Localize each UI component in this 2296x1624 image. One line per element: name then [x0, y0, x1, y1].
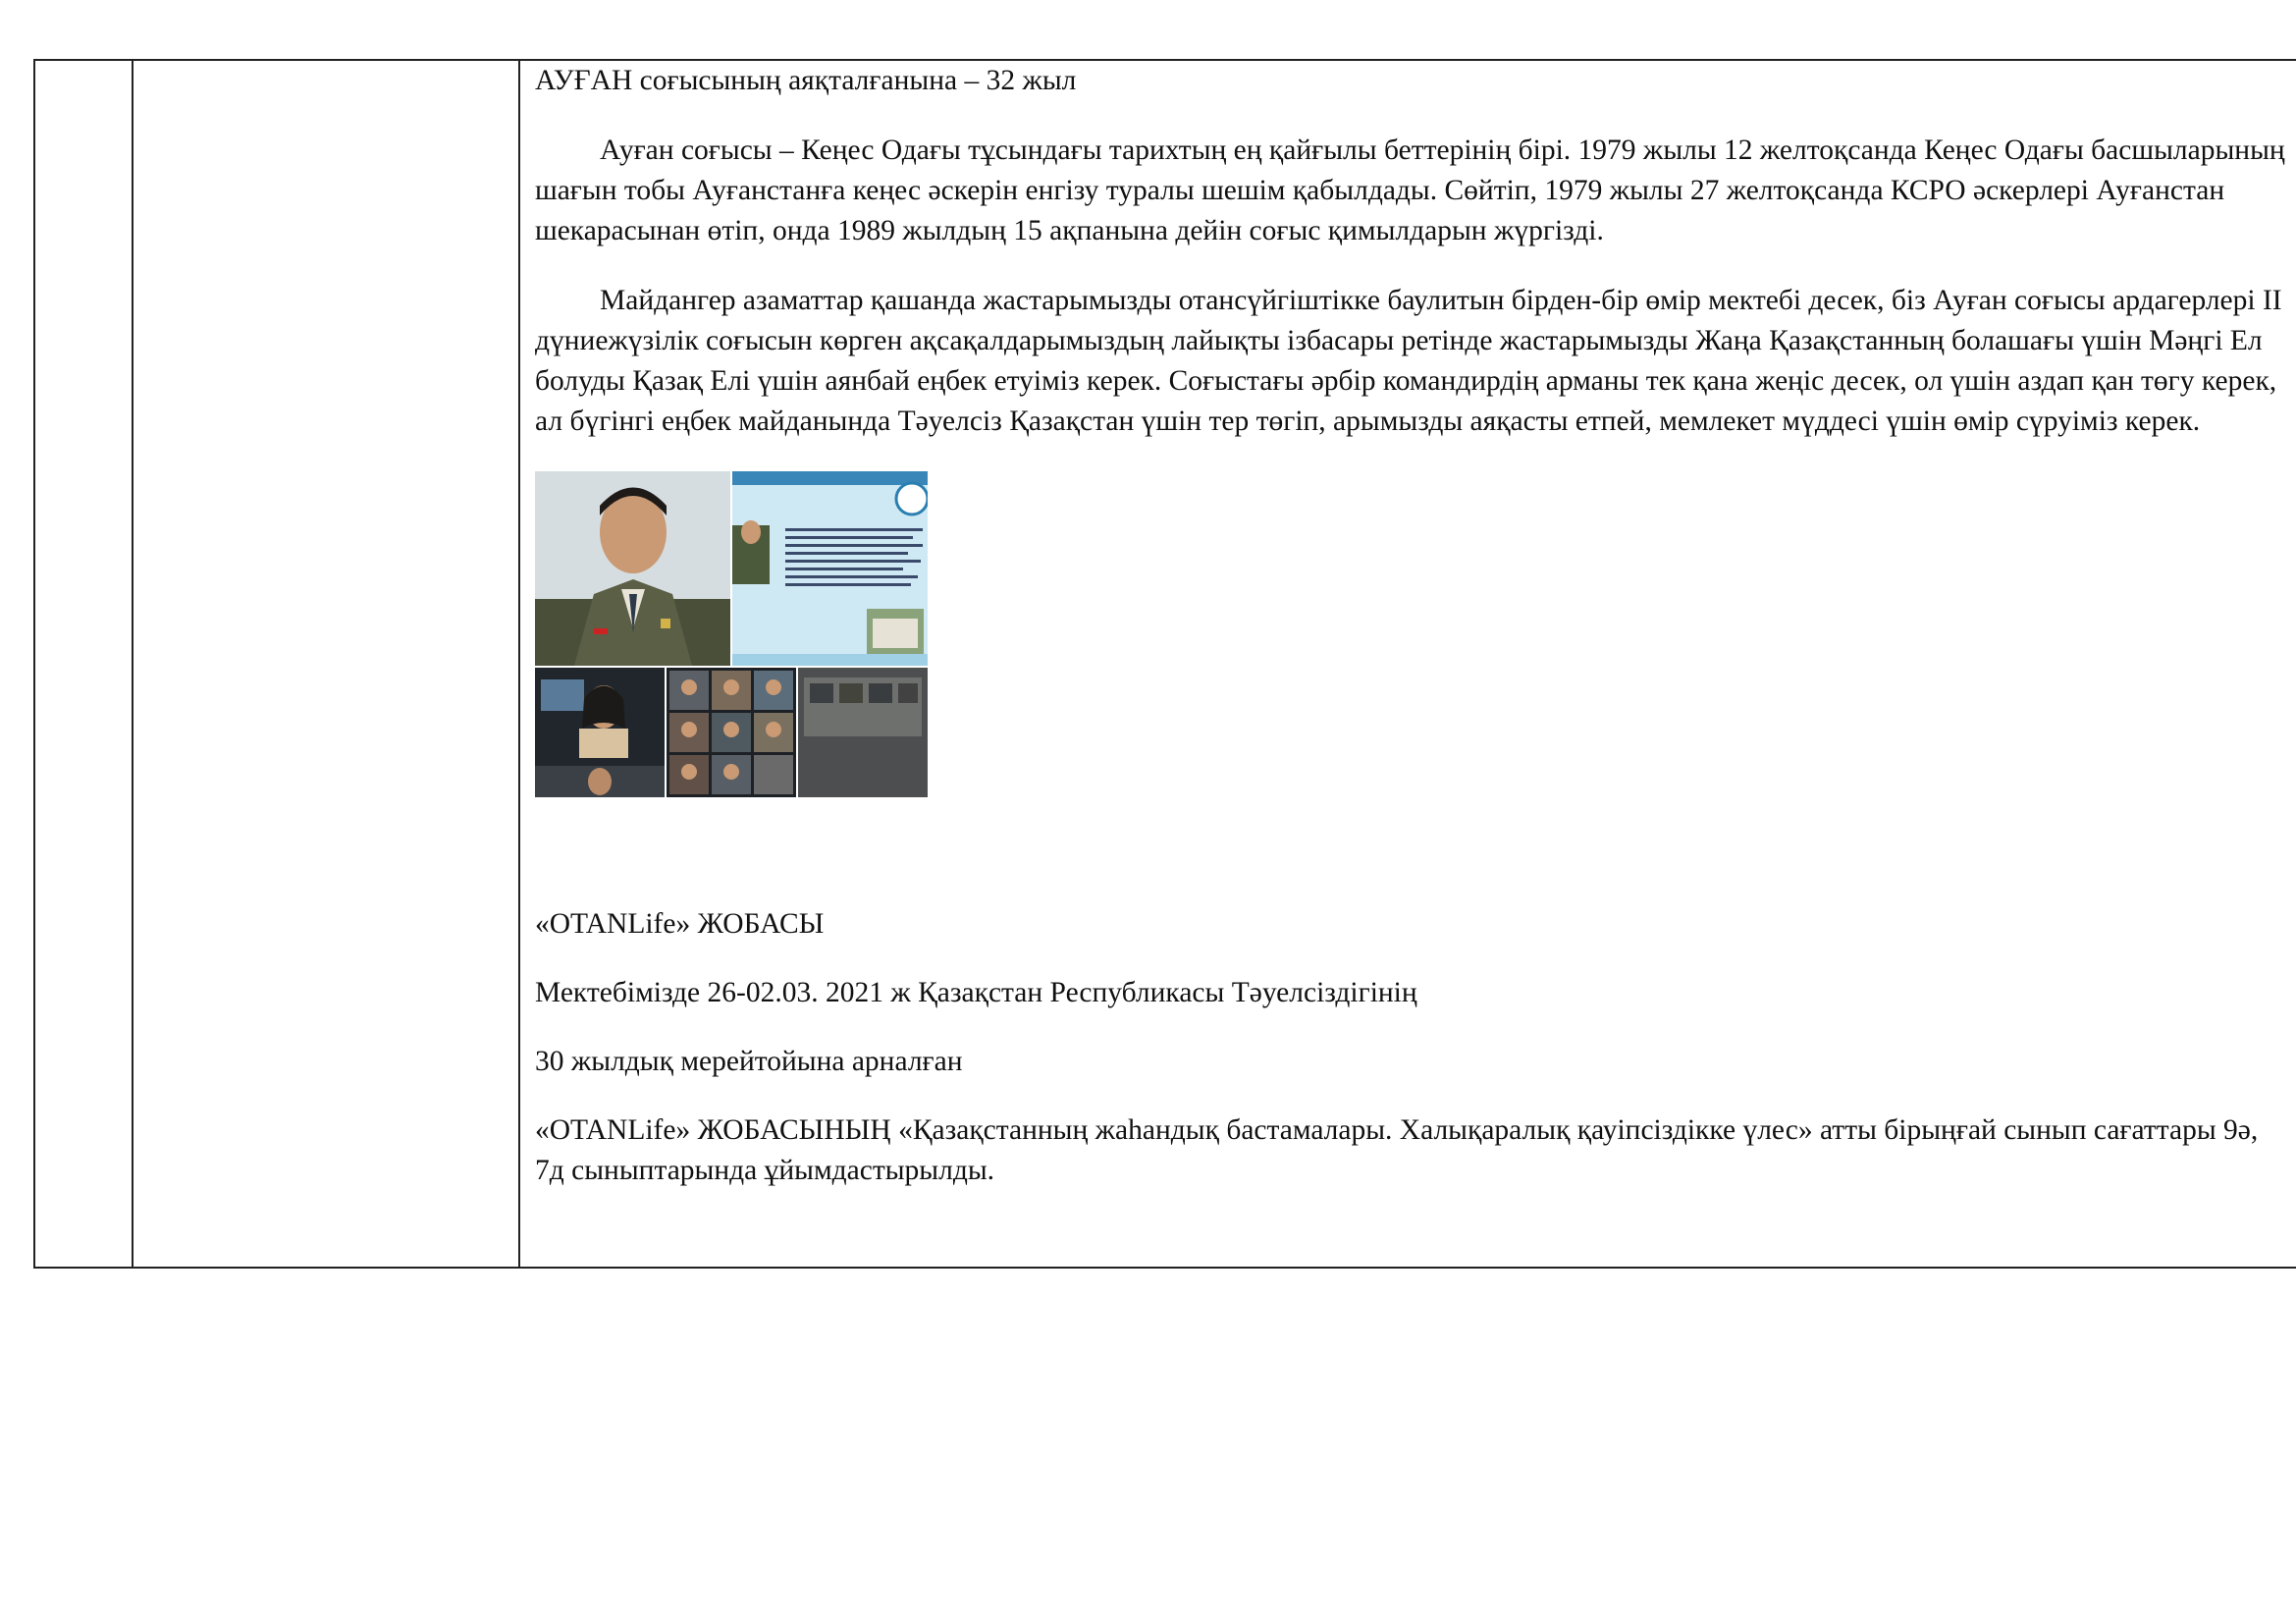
- officer-portrait: [535, 471, 730, 666]
- zoom-participant-grid: [667, 668, 796, 797]
- otanlife-title: «OTANLife» ЖОБАСЫ: [535, 908, 825, 940]
- event-photo-collage: [535, 471, 928, 797]
- otanlife-line-3: «OTANLife» ЖОБАСЫНЫҢ «Қазақстанның жаһандық бастамалары. Халықаралық қауіпсіздікке үлес» атты бірыңғай сынып сағаттары 9ә, 7д сыныптарында ұйымдастырылды.: [535, 1114, 2259, 1186]
- table-content-cell: [535, 61, 2292, 1191]
- classroom-exhibit-photo: [798, 668, 928, 797]
- announcement-poster: [732, 471, 928, 666]
- afghan-title: АУҒАН соғысының аяқталғанына – 32 жыл: [535, 65, 1077, 96]
- photo-collage-image: [535, 471, 928, 797]
- table-column-divider-1: [132, 61, 133, 1267]
- table-column-divider-2: [518, 61, 520, 1267]
- afghan-paragraph-2: Майдангер азаматтар қашанда жастарымызды отансүйгіштікке баулитын бірден-бір өмір мектебі десек, біз Ауған соғысы ардагерлері ІІ дүниежүзілік соғысын көрген ақсақалдарымыздың лайықты ізбасары ретінде жастарымызды Жаңа Қазақстанның болашағы үшін Мәңгі Ел болуды Қазақ Елі үшін аянбай еңбек етуіміз керек. Соғыстағы әрбір командирдің арманы тек қана жеңіс десек, ол үшін аздап қан төгу керек, ал бүгінгі еңбек майданында Тәуелсіз Қазақстан үшін тер төгіп, арымызды аяқасты етпей, мемлекет мүддесі үшін өмір сүруіміз керек.: [535, 285, 2282, 437]
- otanlife-line-1: Мектебімізде 26-02.03. 2021 ж Қазақстан Республикасы Тәуелсіздігінің: [535, 977, 1417, 1008]
- zoom-participant-main: [535, 668, 665, 797]
- otanlife-line-2: 30 жылдық мерейтойына арналған: [535, 1046, 963, 1077]
- afghan-paragraph-1: Ауған соғысы – Кеңес Одағы тұсындағы тарихтың ең қайғылы беттерінің бірі. 1979 жылы 12 желтоқсанда Кеңес Одағы басшыларының шағын тобы Ауғанстанға кеңес әскерін енгізу туралы шешім қабылдады. Сөйтіп, 1979 жылы 27 желтоқсанда КСРО әскерлері Ауғанстан шекарасынан өтіп, онда 1989 жылдың 15 ақпанына дейін соғыс қимылдарын жүргізді.: [535, 135, 2285, 246]
